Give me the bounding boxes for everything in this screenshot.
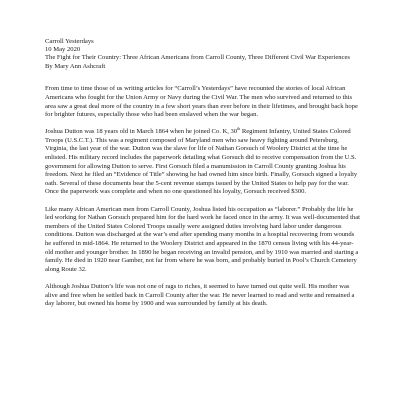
paragraph-text-part: Regiment Infantry, United States Colored Troops (U.S.C.T.). This was a regiment composed of Maryland men who saw heavy fighting around Petersburg, Virginia, the last year of the war. Dutton was the slave for life of Nathan Gorsuch of Woolery District at the time he enlisted. His military record includes the paperwork detailing what Gorsuch did to receive compensation from the U.S. government for allowing Dutton to serve. First Gorsuch filed a manumission in Carroll County granting Joshua his freedom. Next he filed an “Evidence of Title” showing he had owned him since birth. Finally, Gorsuch signed a loyalty oath. Several of these documents bear the 5-cent revenue stamps issued by the United States to help pay for the war. Once the paperwork was complete and when no one questioned his loyalty, Gorsuch received $300. — [45, 128, 358, 196]
column-name: Carroll Yesterdays — [45, 38, 94, 45]
paragraph-laborer-service: Like many African American men from Carroll County, Joshua listed his occupation as “laborer.” Probably the life he led working for Nathan Gorsuch prepared him for the hard work he faced once in the army. It was well-documented that members of the United States Colored Troops usually were assigned duties involving hard labor under dangerous conditions. Dutton was discharged at the war’s end after spending many months in a hospital recovering from wounds he suffered in mid-1864. He returned to the Woolery District and appeared in the 1870 census living with his 44-year-old mother and younger brother. In 1890 he began receiving an invalid pension, and by 1910 was married and starting a family. He died in 1920 near Gamber, not far from where he was born, and probably buried in Pool’s Church Cemetery along Route 32. — [45, 205, 360, 273]
paragraph-later-life: Although Joshua Dutton’s life was not one of rags to riches, it seemed to have turned out quite well. His mother was alive and free when he settled back in Carroll County after the war. He never learned to read and write and remained a day laborer, but owned his home by 1900 and was surrounded by family at his death. — [45, 282, 355, 308]
article-body — [45, 85, 360, 308]
paragraph-text-part: Joshua Dutton was 18 years old in March 1864 when he joined Co. K, 30 — [45, 128, 238, 136]
article-byline: By Mary Ann Ashcraft — [45, 62, 106, 70]
paragraph-joshua-dutton-enlistment — [45, 128, 360, 197]
article-header — [45, 38, 360, 71]
article-date: 10 May 2020 — [45, 46, 81, 54]
paragraph-intro: From time to time those of us writing articles for “Carroll’s Yesterdays” have recounted the stories of local African Americans who fought for the Union Army or Navy during the Civil War. The men who survived and returned to this area saw a great deal more of the country in a few short years than ever before in their lifetimes, and brought back hope for brighter futures, especially those who had been enslaved when the war began. — [45, 85, 358, 119]
article-title: The Fight for Their Country: Three African Americans from Carroll County, Three Different Civil War Experiences — [45, 54, 350, 62]
ordinal-suffix: th — [237, 126, 241, 132]
